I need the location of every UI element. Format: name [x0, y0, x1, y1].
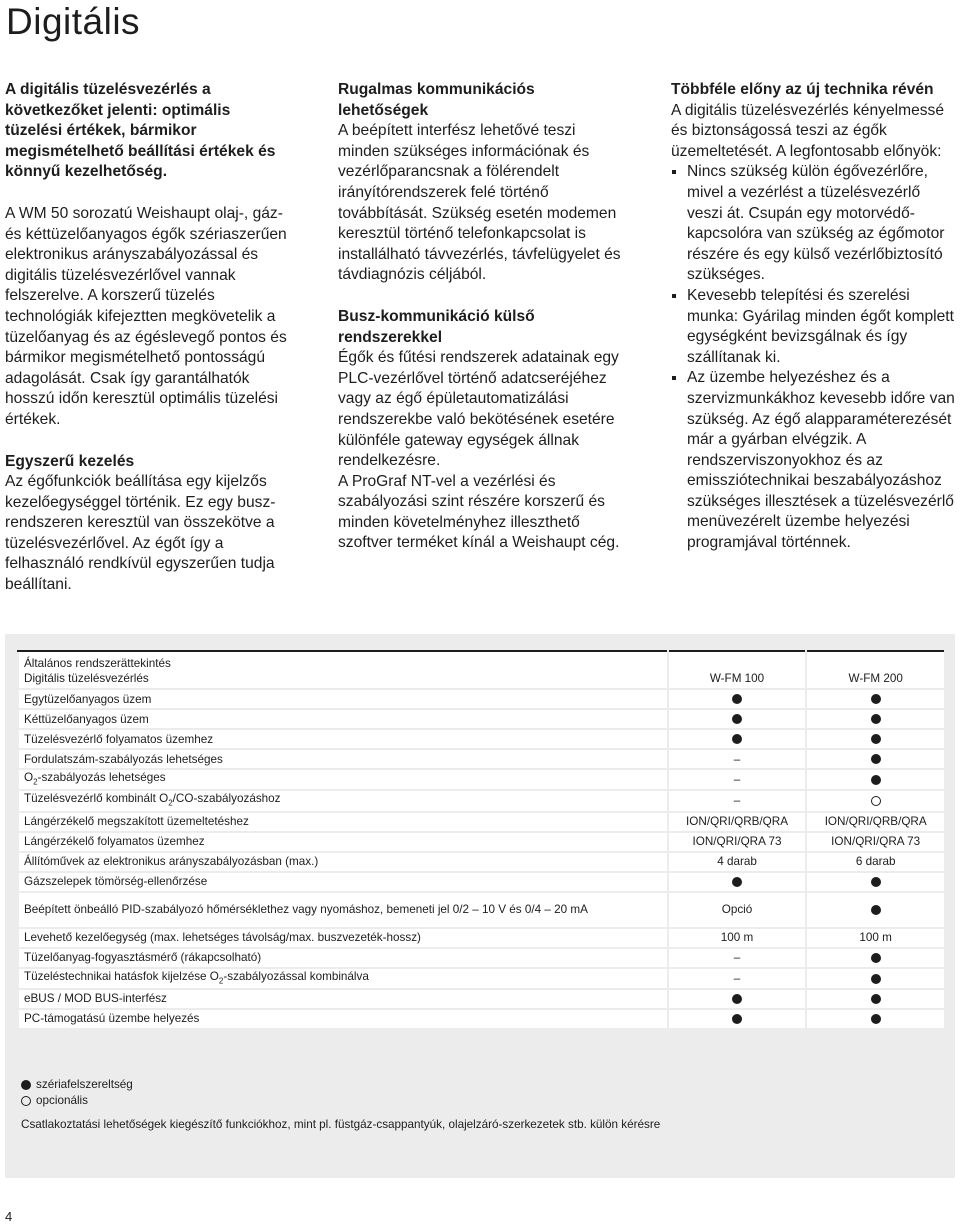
section-heading-communication: Rugalmas kommunikációs lehetőségek — [338, 81, 535, 119]
value-wfm100: – — [668, 790, 807, 811]
table-row — [18, 729, 945, 749]
table-row — [18, 968, 945, 989]
feature-label: Kéttüzelőanyagos üzem — [18, 709, 668, 729]
section-heading-bus: Busz-kommunikáció külső rendszerekkel — [338, 307, 535, 346]
table-header-line2: Digitális tüzelésvezérlés — [24, 672, 149, 685]
feature-label: Tüzelőanyag-fogyasztásmérő (rákapcsolható) — [18, 948, 668, 968]
column-middle — [338, 80, 623, 554]
value-wfm100 — [668, 729, 807, 749]
feature-label: Lángérzékelő megszakított üzemeltetéshez — [18, 812, 668, 832]
filled-circle-icon — [732, 734, 742, 744]
value-wfm200 — [806, 790, 945, 811]
section-text-prograf: A ProGraf NT-vel a vezérlési és szabályozási szint részére korszerű és minden követelményhez illeszthető szoftver terméket kínál a Weishaupt cég. — [338, 472, 620, 552]
value-wfm200 — [806, 709, 945, 729]
table-row — [18, 709, 945, 729]
legend — [21, 1077, 133, 1109]
list-item: Az üzembe helyezéshez és a szervizmunkákhoz kevesebb időre van szükség. Az égő alapparaméterezését már a gyárban elvégzik. A rendszerviszonyokhoz és az emissziótechnikai beszabályozáshoz szükséges illesztések a tüzelésvezérlő menüvezérelt üzembe helyezési programjával történnek. — [671, 368, 956, 553]
value-wfm100: 4 darab — [668, 852, 807, 872]
value-wfm200: ION/QRI/QRA 73 — [806, 832, 945, 852]
filled-circle-icon — [871, 953, 881, 963]
column-left — [5, 80, 290, 596]
value-wfm100 — [668, 1009, 807, 1029]
section-text-advantages: A digitális tüzelésvezérlés kényelmessé és biztonságossá teszi az égők üzemeltetését. A legfontosabb előnyök: — [671, 101, 945, 160]
filled-circle-icon — [732, 877, 742, 887]
value-wfm200 — [806, 968, 945, 989]
list-item: Kevesebb telepítési és szerelési munka: Gyárilag minden égőt komplett egységként bevizsgálnak és így szállítanak ki. — [671, 286, 956, 368]
section-text-communication: A beépített interfész lehetővé teszi minden szükséges információnak és vezérlőparancsnak a fölérendelt irányítórendszerek felé történő továbbítását. Szükség esetén modemen keresztül történő telefonkapcsolat is installálható távvezérlés, távfelügyelet és távdiagnózis céljából. — [338, 122, 621, 284]
filled-circle-icon — [871, 877, 881, 887]
value-wfm200 — [806, 989, 945, 1009]
intro-lead: A digitális tüzelésvezérlés a következőket jelenti: optimális tüzelési értékek, bármikor megismételhető beállítási értékek és könnyű kezelhetőség. — [5, 81, 276, 181]
filled-circle-icon — [871, 714, 881, 724]
feature-label: Beépített önbeálló PID-szabályozó hőmérséklethez vagy nyomáshoz, bemeneti jel 0/2 – 10 V és 0/4 – 20 mA — [18, 892, 668, 928]
value-wfm200 — [806, 689, 945, 709]
value-wfm100 — [668, 689, 807, 709]
page-number: 4 — [5, 1209, 13, 1224]
table-row — [18, 892, 945, 928]
filled-circle-icon — [732, 1014, 742, 1024]
section-text-bus: Égők és fűtési rendszerek adatainak egy PLC-vezérlővel történő adatcseréjéhez vagy az égő épületautomatizálási rendszerekbe való bekötésének esetére különféle gateway egységek állnak rendelkezésre. — [338, 349, 619, 470]
table-row — [18, 989, 945, 1009]
feature-label: Tüzelésvezérlő folyamatos üzemhez — [18, 729, 668, 749]
value-wfm100: Opció — [668, 892, 807, 928]
feature-label: Egytüzelőanyagos üzem — [18, 689, 668, 709]
feature-label: $O_2$-szabályozás lehetséges — [18, 769, 668, 790]
feature-label: eBUS / MOD BUS-interfész — [18, 989, 668, 1009]
feature-label: Lángérzékelő folyamatos üzemhez — [18, 832, 668, 852]
section-heading-operation: Egyszerű kezelés — [5, 452, 135, 470]
table-row — [18, 832, 945, 852]
value-wfm100: – — [668, 968, 807, 989]
legend-optional: opcionális — [36, 1094, 88, 1107]
filled-circle-icon — [732, 994, 742, 1004]
filled-circle-icon — [21, 1080, 31, 1090]
value-wfm200 — [806, 769, 945, 790]
column-header-wfm100: W-FM 100 — [668, 651, 807, 689]
filled-circle-icon — [732, 714, 742, 724]
table-row — [18, 812, 945, 832]
table-row — [18, 872, 945, 892]
filled-circle-icon — [732, 694, 742, 704]
value-wfm200 — [806, 872, 945, 892]
value-wfm100: 100 m — [668, 928, 807, 948]
value-wfm200: 100 m — [806, 928, 945, 948]
value-wfm100 — [668, 872, 807, 892]
filled-circle-icon — [871, 1014, 881, 1024]
table-row — [18, 749, 945, 769]
value-wfm100: – — [668, 769, 807, 790]
value-wfm200 — [806, 892, 945, 928]
column-right — [671, 80, 956, 554]
feature-label: Tüzelésvezérlő kombinált $O_2/CO$-szabályozáshoz — [18, 790, 668, 811]
list-item: Nincs szükség külön égővezérlőre, mivel a vezérlést a tüzelésvezérlő veszi át. Csupán egy motorvédő- kapcsolóra van szükség az égőmotor részére és egy külső vezérlőbiztosító szükséges. — [671, 162, 956, 286]
value-wfm200 — [806, 749, 945, 769]
value-wfm100: ION/QRI/QRB/QRA — [668, 812, 807, 832]
feature-label: PC-támogatású üzembe helyezés — [18, 1009, 668, 1029]
filled-circle-icon — [871, 775, 881, 785]
feature-label: Állítóművek az elektronikus arányszabályozásban (max.) — [18, 852, 668, 872]
table-row — [18, 852, 945, 872]
value-wfm100 — [668, 709, 807, 729]
system-overview-panel — [5, 634, 955, 1178]
feature-label: Fordulatszám-szabályozás lehetséges — [18, 749, 668, 769]
filled-circle-icon — [871, 734, 881, 744]
filled-circle-icon — [871, 905, 881, 915]
column-header-wfm200: W-FM 200 — [806, 651, 945, 689]
open-circle-icon — [21, 1096, 31, 1106]
advantages-list — [671, 162, 956, 553]
value-wfm200: 6 darab — [806, 852, 945, 872]
value-wfm200 — [806, 948, 945, 968]
table-header-title — [18, 651, 668, 689]
page-title: Digitális — [6, 1, 141, 42]
legend-standard: szériafelszereltség — [36, 1078, 133, 1091]
value-wfm200 — [806, 1009, 945, 1029]
system-overview-table — [17, 650, 946, 1030]
table-header-line1: Általános rendszerättekintés — [24, 657, 171, 670]
filled-circle-icon — [871, 974, 881, 984]
table-row — [18, 928, 945, 948]
filled-circle-icon — [871, 994, 881, 1004]
value-wfm200: ION/QRI/QRB/QRA — [806, 812, 945, 832]
filled-circle-icon — [871, 754, 881, 764]
table-row — [18, 948, 945, 968]
section-text-operation: Az égőfunkciók beállítása egy kijelzős kezelőegységgel történik. Ez egy busz-rendszeren keresztül van összekötve a tüzelésvezérlővel. Az égőt így a felhasználó rendkívül egyszerűen tudja beállítani. — [5, 473, 276, 594]
feature-label: Gázszelepek tömörség-ellenőrzése — [18, 872, 668, 892]
value-wfm100: ION/QRI/QRA 73 — [668, 832, 807, 852]
footnote: Csatlakoztatási lehetőségek kiegészítő funkciókhoz, mint pl. füstgáz-csappantyúk, olajelzáró-szerkezetek stb. külön kérésre — [21, 1118, 661, 1131]
table-row — [18, 689, 945, 709]
feature-label: Tüzeléstechnikai hatásfok kijelzése $O_2$-szabályozással kombinálva — [18, 968, 668, 989]
value-wfm100 — [668, 989, 807, 1009]
feature-label: Levehető kezelőegység (max. lehetséges távolság/max. buszvezeték-hossz) — [18, 928, 668, 948]
value-wfm100: – — [668, 948, 807, 968]
intro-body: A WM 50 sorozatú Weishaupt olaj-, gáz- és kéttüzelőanyagos égők szériaszerűen elektronikus arányszabályozással és digitális tüzelésvezérlővel vannak felszerelve. A korszerű tüzelés technológiák kifejeztten megkövetelik a tüzelőanyag és az égéslevegő pontos és bármikor megismételhető pontosságú adagolását. Csak így garantálhatók hosszú időn keresztül optimális tüzelési értékek. — [5, 204, 287, 428]
value-wfm100: – — [668, 749, 807, 769]
table-row — [18, 769, 945, 790]
filled-circle-icon — [871, 694, 881, 704]
value-wfm200 — [806, 729, 945, 749]
open-circle-icon — [871, 796, 881, 806]
section-heading-advantages: Többféle előny az új technika révén — [671, 81, 934, 98]
table-header-row — [18, 651, 945, 689]
table-row — [18, 1009, 945, 1029]
table-row — [18, 790, 945, 811]
